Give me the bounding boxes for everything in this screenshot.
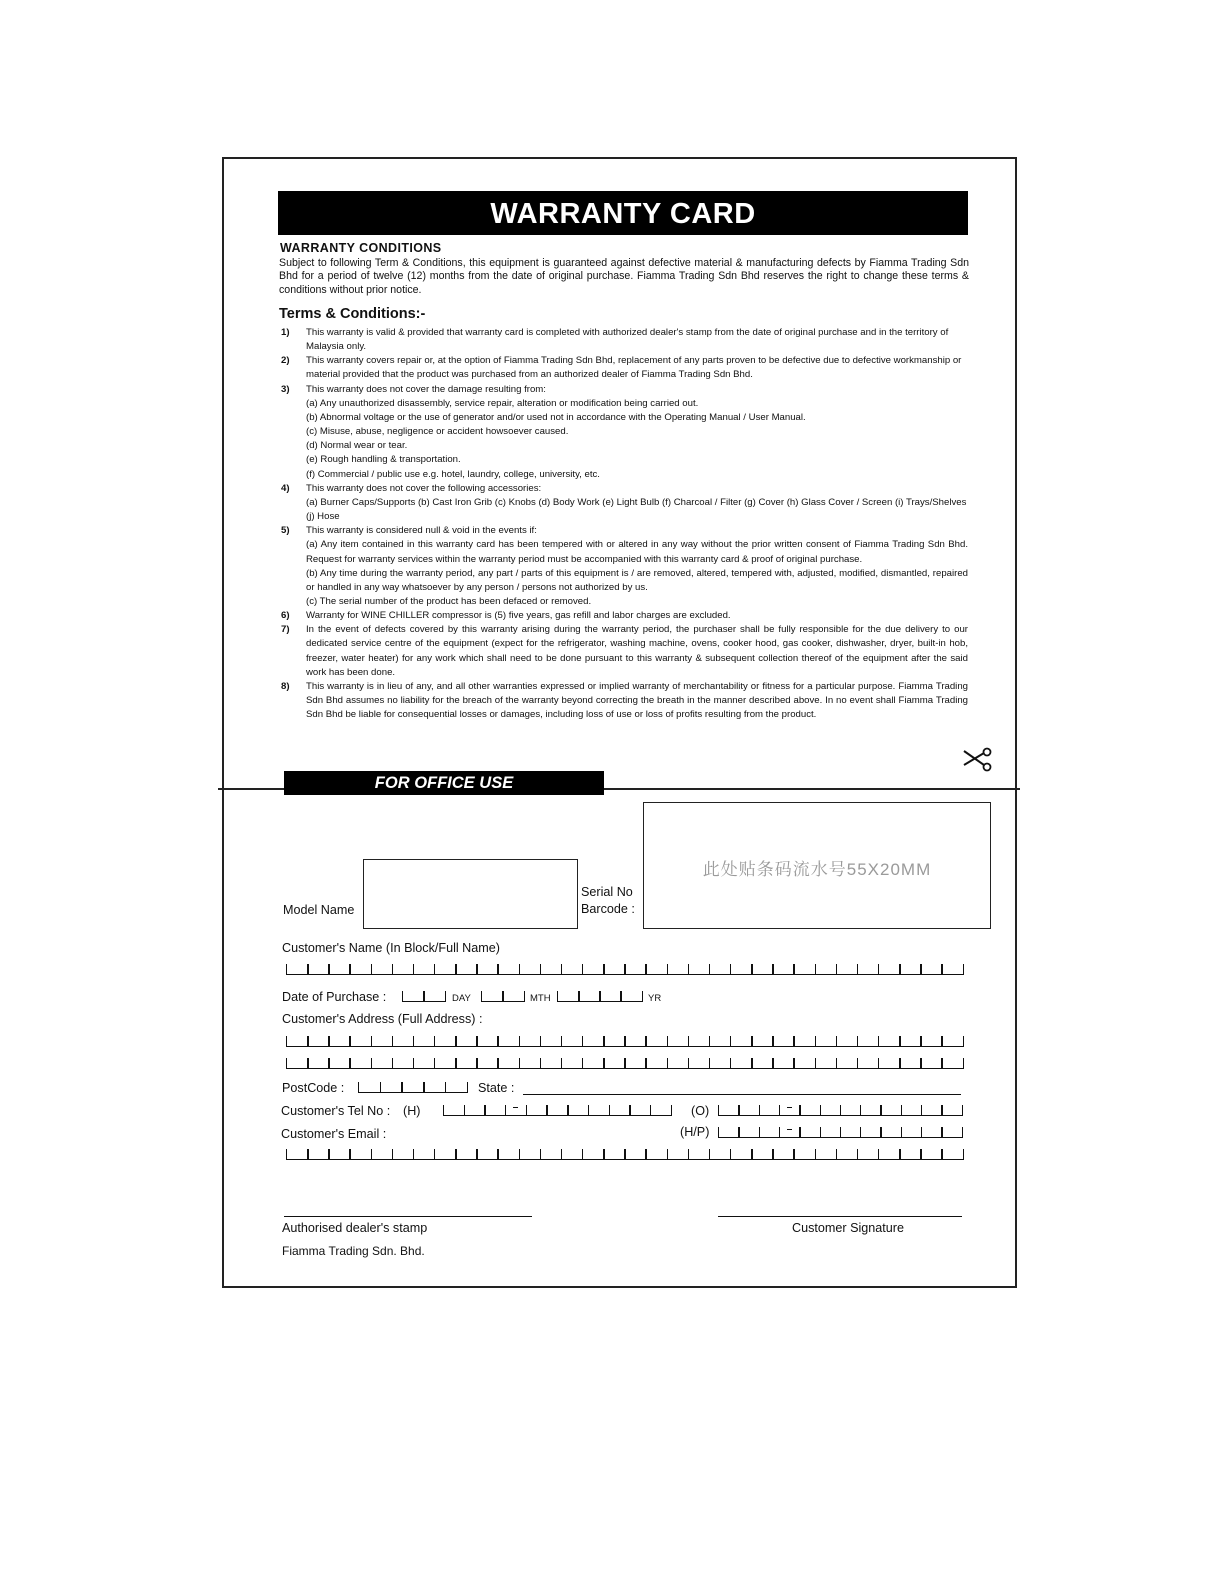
term-text: This warranty is in lieu of any, and all other warranties expressed or implied warranty of merchantability or fitness for a particular purpose. Fiamma Trading Sdn Bhd assumes no liability for the breach of the warranty beyond correcting the breath in the manner described above. In no event shall Fiamma Trading Sdn Bhd be liable for consequential losses or damages, including loss of use or loss of profits resulting from the product. bbox=[306, 680, 968, 721]
field-cell-tick bbox=[963, 1036, 964, 1046]
term-sub-item: (a) Any item contained in this warranty card has been tempered with or altered in any way without the prior written consent of Fiamma Trading Sdn Bhd. Request for warranty services within the warranty period must be accompanied with this warranty card & proof of original purchase. bbox=[306, 539, 968, 565]
field-cell-tick bbox=[505, 1105, 506, 1115]
field-cell-tick bbox=[603, 964, 604, 974]
field-cell-tick bbox=[759, 1127, 760, 1137]
field-cell-tick bbox=[880, 1127, 881, 1137]
field-cell-tick bbox=[603, 1149, 604, 1159]
field-cell-tick bbox=[624, 1149, 625, 1159]
field-cell-tick bbox=[624, 1058, 625, 1068]
term-sub-item: (a) Any unauthorized disassembly, service repair, alteration or modification being carried out. bbox=[306, 397, 699, 409]
model-name-field[interactable] bbox=[363, 859, 578, 929]
field-cell-tick bbox=[730, 1149, 731, 1159]
field-cell-tick bbox=[445, 991, 446, 1001]
field-cell-tick bbox=[642, 991, 643, 1001]
field-cell-tick bbox=[772, 1036, 773, 1046]
field-cell-tick bbox=[793, 1058, 794, 1068]
field-cell-tick bbox=[857, 1058, 858, 1068]
date-of-purchase-label: Date of Purchase : bbox=[282, 990, 387, 1004]
email-field[interactable] bbox=[286, 1150, 964, 1160]
field-cell-tick bbox=[540, 1149, 541, 1159]
field-cell-tick bbox=[899, 1036, 900, 1046]
field-cell-tick bbox=[307, 1058, 308, 1068]
field-cell-tick bbox=[667, 1149, 668, 1159]
field-cell-tick bbox=[349, 1036, 350, 1046]
field-cell-tick bbox=[759, 1105, 760, 1115]
term-sub-item: (c) Misuse, abuse, negligence or accident howsoever caused. bbox=[306, 426, 569, 438]
terms-list bbox=[281, 326, 968, 722]
field-cell-tick bbox=[815, 964, 816, 974]
field-cell-tick bbox=[443, 1105, 444, 1115]
field-cell-tick bbox=[751, 964, 752, 974]
field-cell-tick bbox=[772, 1058, 773, 1068]
warranty-card bbox=[222, 157, 1017, 1288]
field-cell-tick bbox=[738, 1105, 739, 1115]
field-cell-tick bbox=[772, 964, 773, 974]
field-cell-tick bbox=[620, 991, 621, 1001]
field-cell-tick bbox=[519, 1058, 520, 1068]
term-item bbox=[281, 482, 968, 524]
field-cell-tick bbox=[371, 1058, 372, 1068]
field-cell-tick bbox=[392, 1149, 393, 1159]
field-dash bbox=[787, 1107, 792, 1108]
field-cell-tick bbox=[599, 991, 600, 1001]
field-cell-tick bbox=[561, 1058, 562, 1068]
term-number: 7) bbox=[281, 624, 290, 636]
field-cell-tick bbox=[557, 991, 558, 1001]
field-cell-tick bbox=[307, 1149, 308, 1159]
home-tel-label: (H) bbox=[403, 1104, 421, 1118]
field-cell-tick bbox=[857, 964, 858, 974]
field-cell-tick bbox=[779, 1105, 780, 1115]
field-cell-tick bbox=[941, 1036, 942, 1046]
field-cell-tick bbox=[920, 964, 921, 974]
warranty-conditions-body: Subject to following Term & Conditions, this equipment is guaranteed against defective material & manufacturing defects by Fiamma Trading Sdn Bhd for a period of twelve (12) months from the date of original purchase. Fiamma Trading Sdn Bhd reserves the right to change these terms & conditions without prior notice. bbox=[279, 257, 969, 296]
term-item bbox=[281, 383, 968, 482]
field-cell-tick bbox=[962, 1127, 963, 1137]
term-text: This warranty covers repair or, at the option of Fiamma Trading Sdn Bhd, replacement of any parts proven to be defective due to defective workmanship or material provided that the product was purchased from an authorized dealer of Fiamma Trading Sdn Bhd. bbox=[306, 355, 962, 381]
dealer-stamp-line bbox=[284, 1216, 532, 1217]
field-cell-tick bbox=[286, 1058, 287, 1068]
field-cell-tick bbox=[963, 1058, 964, 1068]
field-cell-tick bbox=[413, 1036, 414, 1046]
field-cell-tick bbox=[588, 1105, 589, 1115]
field-cell-tick bbox=[546, 1105, 547, 1115]
field-cell-tick bbox=[941, 1149, 942, 1159]
day-field[interactable] bbox=[402, 992, 446, 1002]
field-cell-tick bbox=[423, 991, 424, 1001]
field-cell-tick bbox=[667, 1058, 668, 1068]
term-number: 5) bbox=[281, 525, 290, 537]
field-cell-tick bbox=[751, 1058, 752, 1068]
field-cell-tick bbox=[349, 1149, 350, 1159]
customer-name-label: Customer's Name (In Block/Full Name) bbox=[282, 941, 500, 955]
term-item bbox=[281, 326, 968, 354]
term-sub-item: (d) Normal wear or tear. bbox=[306, 440, 408, 452]
field-cell-tick bbox=[836, 1036, 837, 1046]
field-cell-tick bbox=[561, 1149, 562, 1159]
office-use-banner: FOR OFFICE USE bbox=[284, 771, 604, 795]
field-cell-tick bbox=[484, 1105, 485, 1115]
field-cell-tick bbox=[519, 1149, 520, 1159]
month-label: MTH bbox=[530, 993, 551, 1004]
field-cell-tick bbox=[730, 1058, 731, 1068]
field-cell-tick bbox=[820, 1127, 821, 1137]
field-cell-tick bbox=[730, 1036, 731, 1046]
barcode-label: Barcode : bbox=[581, 902, 635, 916]
term-sub-item: (b) Abnormal voltage or the use of generator and/or used not in accordance with the Operating Manual / User Manual. bbox=[306, 411, 806, 423]
field-cell-tick bbox=[667, 964, 668, 974]
field-cell-tick bbox=[688, 1036, 689, 1046]
field-cell-tick bbox=[582, 1149, 583, 1159]
field-cell-tick bbox=[392, 1036, 393, 1046]
field-cell-tick bbox=[920, 1058, 921, 1068]
field-cell-tick bbox=[815, 1058, 816, 1068]
field-cell-tick bbox=[899, 1149, 900, 1159]
field-cell-tick bbox=[286, 1149, 287, 1159]
field-cell-tick bbox=[840, 1105, 841, 1115]
field-cell-tick bbox=[688, 1149, 689, 1159]
field-cell-tick bbox=[307, 1036, 308, 1046]
field-cell-tick bbox=[772, 1149, 773, 1159]
field-cell-tick bbox=[423, 1082, 424, 1092]
field-cell-tick bbox=[434, 964, 435, 974]
field-cell-tick bbox=[434, 1036, 435, 1046]
year-field[interactable] bbox=[557, 992, 643, 1002]
term-number: 4) bbox=[281, 482, 290, 494]
field-cell-tick bbox=[519, 964, 520, 974]
email-label: Customer's Email : bbox=[281, 1127, 387, 1141]
field-cell-tick bbox=[860, 1105, 861, 1115]
field-cell-tick bbox=[820, 1105, 821, 1115]
office-tel-label: (O) bbox=[691, 1104, 710, 1118]
field-cell-tick bbox=[899, 1058, 900, 1068]
field-cell-tick bbox=[688, 964, 689, 974]
address-field-line-2[interactable] bbox=[286, 1059, 964, 1069]
field-cell-tick bbox=[941, 1127, 942, 1137]
field-cell-tick bbox=[793, 964, 794, 974]
field-cell-tick bbox=[413, 1149, 414, 1159]
terms-heading: Terms & Conditions:- bbox=[279, 306, 426, 322]
field-cell-tick bbox=[880, 1105, 881, 1115]
field-cell-tick bbox=[718, 1105, 719, 1115]
field-cell-tick bbox=[392, 1058, 393, 1068]
term-sub-item: (a) Burner Caps/Supports (b) Cast Iron Grib (c) Knobs (d) Body Work (e) Light Bulb (f) Charcoal / Filter (g) Cover (h) Glass Cover / Screen (i) Trays/Shelves (j) Hose bbox=[306, 496, 967, 523]
field-cell-tick bbox=[371, 1036, 372, 1046]
field-cell-tick bbox=[840, 1127, 841, 1137]
warranty-conditions-heading: WARRANTY CONDITIONS bbox=[280, 241, 442, 255]
field-cell-tick bbox=[561, 964, 562, 974]
term-sub-item: (e) Rough handling & transportation. bbox=[306, 454, 461, 466]
field-dash bbox=[513, 1107, 518, 1108]
term-text: This warranty does not cover the damage resulting from: bbox=[306, 383, 546, 395]
field-cell-tick bbox=[524, 991, 525, 1001]
field-cell-tick bbox=[307, 964, 308, 974]
field-cell-tick bbox=[629, 1105, 630, 1115]
field-cell-tick bbox=[349, 1058, 350, 1068]
field-cell-tick bbox=[860, 1127, 861, 1137]
field-cell-tick bbox=[920, 1149, 921, 1159]
term-item bbox=[281, 354, 968, 382]
field-cell-tick bbox=[857, 1149, 858, 1159]
field-cell-tick bbox=[878, 964, 879, 974]
home-tel-field[interactable] bbox=[443, 1106, 672, 1116]
field-cell-tick bbox=[455, 1149, 456, 1159]
field-cell-tick bbox=[434, 1058, 435, 1068]
field-cell-tick bbox=[836, 1058, 837, 1068]
field-cell-tick bbox=[645, 1036, 646, 1046]
field-cell-tick bbox=[624, 1036, 625, 1046]
field-cell-tick bbox=[413, 964, 414, 974]
field-cell-tick bbox=[730, 964, 731, 974]
field-cell-tick bbox=[455, 964, 456, 974]
field-cell-tick bbox=[901, 1127, 902, 1137]
term-item bbox=[281, 524, 968, 609]
month-field[interactable] bbox=[481, 992, 525, 1002]
field-cell-tick bbox=[779, 1127, 780, 1137]
field-cell-tick bbox=[738, 1127, 739, 1137]
field-cell-tick bbox=[878, 1058, 879, 1068]
term-item bbox=[281, 609, 968, 623]
customer-name-field[interactable] bbox=[286, 965, 964, 975]
field-cell-tick bbox=[349, 964, 350, 974]
field-cell-tick bbox=[540, 1036, 541, 1046]
state-label: State : bbox=[478, 1081, 515, 1095]
term-text: This warranty is considered null & void in the events if: bbox=[306, 525, 537, 537]
field-cell-tick bbox=[836, 964, 837, 974]
field-cell-tick bbox=[328, 1058, 329, 1068]
field-cell-tick bbox=[815, 1036, 816, 1046]
signature-label: Customer Signature bbox=[792, 1221, 904, 1235]
field-cell-tick bbox=[793, 1036, 794, 1046]
postcode-field[interactable] bbox=[358, 1083, 468, 1093]
field-cell-tick bbox=[793, 1149, 794, 1159]
field-cell-tick bbox=[799, 1105, 800, 1115]
field-cell-tick bbox=[455, 1036, 456, 1046]
field-cell-tick bbox=[751, 1036, 752, 1046]
barcode-box bbox=[643, 802, 991, 929]
field-cell-tick bbox=[481, 991, 482, 1001]
field-cell-tick bbox=[464, 1105, 465, 1115]
field-cell-tick bbox=[526, 1105, 527, 1115]
field-cell-tick bbox=[921, 1127, 922, 1137]
field-cell-tick bbox=[402, 991, 403, 1001]
field-cell-tick bbox=[878, 1149, 879, 1159]
field-cell-tick bbox=[445, 1082, 446, 1092]
field-cell-tick bbox=[467, 1082, 468, 1092]
field-cell-tick bbox=[328, 1036, 329, 1046]
term-sub-item: (c) The serial number of the product has been defaced or removed. bbox=[306, 595, 592, 607]
field-cell-tick bbox=[476, 1149, 477, 1159]
term-number: 1) bbox=[281, 327, 290, 338]
field-cell-tick bbox=[567, 1105, 568, 1115]
field-cell-tick bbox=[413, 1058, 414, 1068]
field-cell-tick bbox=[286, 1036, 287, 1046]
field-dash bbox=[787, 1129, 792, 1130]
term-number: 8) bbox=[281, 680, 290, 692]
title-banner: WARRANTY CARD bbox=[278, 191, 968, 235]
tel-no-label: Customer's Tel No : bbox=[281, 1104, 391, 1118]
postcode-label: PostCode : bbox=[282, 1081, 345, 1095]
field-cell-tick bbox=[941, 964, 942, 974]
term-sub-item: (b) Any time during the warranty period, any part / parts of this equipment is / are removed, altered, tempered with, adjusted, modified, dismantled, repaired or handled in any way whatsoever by any person / persons not authorized by us. bbox=[306, 567, 968, 593]
handphone-field[interactable] bbox=[718, 1128, 963, 1138]
dealer-name: Fiamma Trading Sdn. Bhd. bbox=[282, 1244, 425, 1258]
term-sub-item: (f) Commercial / public use e.g. hotel, laundry, college, university, etc. bbox=[306, 468, 600, 480]
field-cell-tick bbox=[328, 1149, 329, 1159]
field-cell-tick bbox=[497, 1058, 498, 1068]
field-cell-tick bbox=[645, 1058, 646, 1068]
field-cell-tick bbox=[476, 1058, 477, 1068]
field-cell-tick bbox=[540, 1058, 541, 1068]
field-cell-tick bbox=[603, 1058, 604, 1068]
field-cell-tick bbox=[709, 964, 710, 974]
address-field-line-1[interactable] bbox=[286, 1037, 964, 1047]
field-cell-tick bbox=[836, 1149, 837, 1159]
field-cell-tick bbox=[941, 1058, 942, 1068]
field-cell-tick bbox=[561, 1036, 562, 1046]
field-cell-tick bbox=[371, 1149, 372, 1159]
field-cell-tick bbox=[718, 1127, 719, 1137]
field-cell-tick bbox=[582, 1058, 583, 1068]
field-cell-tick bbox=[920, 1036, 921, 1046]
day-label: DAY bbox=[452, 993, 471, 1004]
field-cell-tick bbox=[709, 1036, 710, 1046]
field-cell-tick bbox=[688, 1058, 689, 1068]
field-cell-tick bbox=[392, 964, 393, 974]
term-number: 3) bbox=[281, 383, 290, 395]
term-item bbox=[281, 680, 968, 722]
field-cell-tick bbox=[380, 1082, 381, 1092]
field-cell-tick bbox=[671, 1105, 672, 1115]
field-cell-tick bbox=[901, 1105, 902, 1115]
field-cell-tick bbox=[815, 1149, 816, 1159]
field-cell-tick bbox=[645, 964, 646, 974]
field-cell-tick bbox=[751, 1149, 752, 1159]
field-cell-tick bbox=[650, 1105, 651, 1115]
state-field[interactable] bbox=[523, 1094, 961, 1095]
handphone-label: (H/P) bbox=[680, 1125, 710, 1139]
field-cell-tick bbox=[963, 1149, 964, 1159]
field-cell-tick bbox=[497, 964, 498, 974]
customer-address-label: Customer's Address (Full Address) : bbox=[282, 1012, 483, 1026]
field-cell-tick bbox=[582, 1036, 583, 1046]
field-cell-tick bbox=[578, 991, 579, 1001]
field-cell-tick bbox=[603, 1036, 604, 1046]
term-text: This warranty is valid & provided that warranty card is completed with authorized dealer's stamp from the date of original purchase and in the territory of Malaysia only. bbox=[306, 327, 949, 353]
term-number: 6) bbox=[281, 610, 290, 622]
field-cell-tick bbox=[476, 964, 477, 974]
model-name-label: Model Name bbox=[283, 903, 355, 917]
field-cell-tick bbox=[963, 964, 964, 974]
serial-no-label: Serial No bbox=[581, 885, 633, 899]
field-cell-tick bbox=[709, 1058, 710, 1068]
field-cell-tick bbox=[497, 1036, 498, 1046]
field-cell-tick bbox=[609, 1105, 610, 1115]
field-cell-tick bbox=[434, 1149, 435, 1159]
term-text: In the event of defects covered by this warranty arising during the warranty period, the purchaser shall be fully responsible for the due delivery to our dedicated service centre of the equipment (expect for the refrigerator, washing machine, ovens, cooker hood, gas cooker, dishwasher, dryer, built-in hob, freezer, water heater) for any work which shall need to be done pursuant to this warranty & subsequent collection thereof of the equipment after the said work has been done. bbox=[306, 624, 968, 678]
field-cell-tick bbox=[540, 964, 541, 974]
field-cell-tick bbox=[497, 1149, 498, 1159]
term-text: Warranty for WINE CHILLER compressor is (5) five years, gas refill and labor charges are excluded. bbox=[306, 610, 731, 622]
field-cell-tick bbox=[328, 964, 329, 974]
signature-line[interactable] bbox=[718, 1216, 962, 1217]
field-cell-tick bbox=[878, 1036, 879, 1046]
scissors-icon bbox=[962, 747, 992, 773]
field-cell-tick bbox=[921, 1105, 922, 1115]
field-cell-tick bbox=[899, 964, 900, 974]
field-cell-tick bbox=[962, 1105, 963, 1115]
dealer-stamp-label: Authorised dealer's stamp bbox=[282, 1221, 428, 1235]
field-cell-tick bbox=[401, 1082, 402, 1092]
field-cell-tick bbox=[476, 1036, 477, 1046]
field-cell-tick bbox=[455, 1058, 456, 1068]
field-cell-tick bbox=[519, 1036, 520, 1046]
field-cell-tick bbox=[799, 1127, 800, 1137]
field-cell-tick bbox=[857, 1036, 858, 1046]
field-cell-tick bbox=[645, 1149, 646, 1159]
field-cell-tick bbox=[286, 964, 287, 974]
field-cell-tick bbox=[709, 1149, 710, 1159]
field-cell-tick bbox=[582, 964, 583, 974]
field-cell-tick bbox=[502, 991, 503, 1001]
term-item bbox=[281, 623, 968, 680]
term-text: This warranty does not cover the following accessories: bbox=[306, 482, 542, 494]
field-cell-tick bbox=[941, 1105, 942, 1115]
field-cell-tick bbox=[371, 964, 372, 974]
term-number: 2) bbox=[281, 355, 290, 367]
year-label: YR bbox=[648, 993, 662, 1004]
office-tel-field[interactable] bbox=[718, 1106, 963, 1116]
field-cell-tick bbox=[624, 964, 625, 974]
field-cell-tick bbox=[667, 1036, 668, 1046]
field-cell-tick bbox=[358, 1082, 359, 1092]
barcode-placeholder: 此处贴条码流水号55X20MM bbox=[702, 860, 932, 879]
